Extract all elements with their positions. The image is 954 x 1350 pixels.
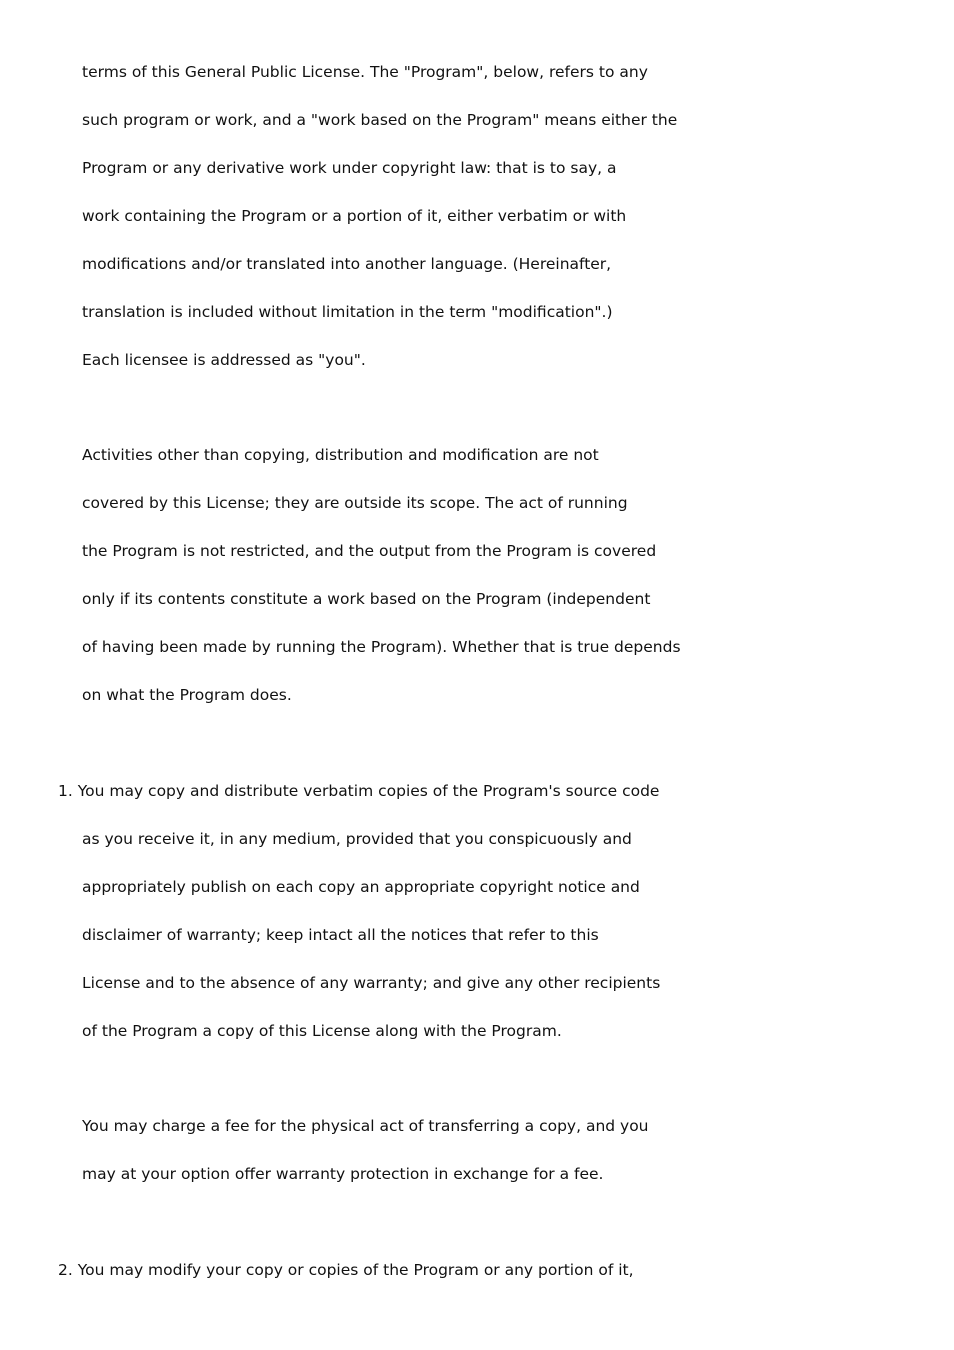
text-line: covered by this License; they are outside its scope. The act of running [82, 494, 628, 512]
section-heading-line: 1. You may copy and distribute verbatim copies of the Program's source code [58, 782, 660, 800]
text-line: such program or work, and a "work based on the Program" means either the [82, 111, 678, 129]
text-line: You may charge a fee for the physical act of transferring a copy, and you [82, 1117, 649, 1135]
text-line: may at your option offer warranty protection in exchange for a fee. [82, 1165, 604, 1183]
text-line: Activities other than copying, distribution and modification are not [82, 446, 599, 464]
text-line: modifications and/or translated into another language. (Hereinafter, [82, 255, 612, 273]
text-line: Program or any derivative work under copyright law: that is to say, a [82, 159, 617, 177]
text-line: disclaimer of warranty; keep intact all the notices that refer to this [82, 926, 599, 944]
text-line: as you receive it, in any medium, provided that you conspicuously and [82, 830, 632, 848]
text-line: Each licensee is addressed as "you". [82, 351, 366, 369]
text-line: only if its contents constitute a work based on the Program (independent [82, 590, 651, 608]
section-heading-line: 2. You may modify your copy or copies of the Program or any portion of it, [58, 1261, 634, 1279]
text-line: the Program is not restricted, and the output from the Program is covered [82, 542, 657, 560]
text-line: of having been made by running the Program). Whether that is true depends [82, 638, 681, 656]
text-line: appropriately publish on each copy an appropriate copyright notice and [82, 878, 640, 896]
text-line: work containing the Program or a portion of it, either verbatim or with [82, 207, 627, 225]
text-line: terms of this General Public License. The "Program", below, refers to any [82, 63, 648, 81]
text-line: License and to the absence of any warranty; and give any other recipients [82, 974, 661, 992]
text-line: translation is included without limitation in the term "modification".) [82, 303, 613, 321]
text-line: of the Program a copy of this License along with the Program. [82, 1022, 562, 1040]
text-line: on what the Program does. [82, 686, 292, 704]
